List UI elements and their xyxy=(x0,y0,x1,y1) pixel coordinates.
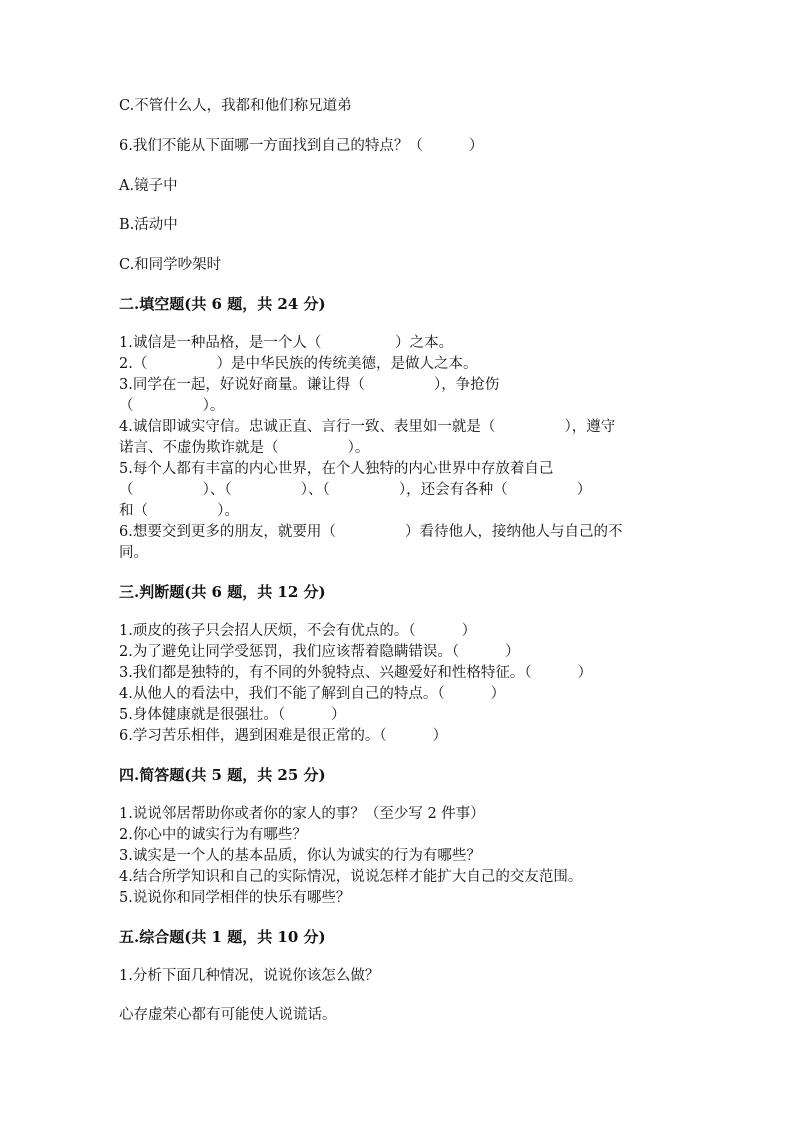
fill-blank-line: 3.同学在一起，好说好商量。谦让得（ ），争抢伤 xyxy=(119,377,500,393)
question-6: 6.我们不能从下面哪一方面找到自己的特点？（ ） xyxy=(119,138,484,154)
judge-line: 4.从他人的看法中，我们不能了解到自己的特点。（ ） xyxy=(119,686,506,702)
judge-line: 2.为了避免让同学受惩罚，我们应该帮着隐瞒错误。（ ） xyxy=(119,644,520,660)
section-heading-comprehensive: 五.综合题(共 1 题，共 10 分) xyxy=(119,928,326,946)
fill-blank-line: 2.（ ）是中华民族的传统美德，是做人之本。 xyxy=(119,356,478,372)
fill-blank-line: 6.想要交到更多的朋友，就要用（ ）看待他人，接纳他人与自己的不 xyxy=(119,524,623,540)
fill-blank-line: 同。 xyxy=(119,545,148,561)
short-answer-line: 3.诚实是一个人的基本品质，你认为诚实的行为有哪些？ xyxy=(119,848,481,864)
short-answer-line: 2.你心中的诚实行为有哪些？ xyxy=(119,827,307,843)
option-c: C.和同学吵架时 xyxy=(119,257,222,273)
option-c: C.不管什么人，我都和他们称兄道弟 xyxy=(119,98,352,114)
comprehensive-statement: 心存虚荣心都有可能使人说谎话。 xyxy=(119,1007,337,1023)
judge-line: 3.我们都是独特的，有不同的外貌特点、兴趣爱好和性格特征。（ ） xyxy=(119,665,593,681)
fill-blank-line: 1.诚信是一种品格，是一个人（ ）之本。 xyxy=(119,335,454,351)
section-heading-judge: 三.判断题(共 6 题，共 12 分) xyxy=(119,583,326,601)
section-heading-fill-blank: 二.填空题(共 6 题，共 24 分) xyxy=(119,295,326,313)
short-answer-line: 4.结合所学知识和自己的实际情况，说说怎样才能扩大自己的交友范围。 xyxy=(119,869,583,885)
fill-blank-line: 和（ ）。 xyxy=(119,503,239,519)
judge-line: 1.顽皮的孩子只会招人厌烦，不会有优点的。（ ） xyxy=(119,623,477,639)
section-heading-short-answer: 四.简答题(共 5 题，共 25 分) xyxy=(119,766,326,784)
judge-line: 5.身体健康就是很强壮。（ ） xyxy=(119,707,346,723)
judge-line: 6.学习苦乐相伴，遇到困难是很正常的。（ ） xyxy=(119,728,448,744)
short-answer-line: 1.说说邻居帮助你或者你的家人的事？（至少写 2 件事） xyxy=(119,806,485,822)
option-a: A.镜子中 xyxy=(119,178,178,194)
short-answer-line: 5.说说你和同学相伴的快乐有哪些？ xyxy=(119,890,351,906)
fill-blank-line: 5.每个人都有丰富的内心世界，在个人独特的内心世界中存放着自己 xyxy=(119,461,554,477)
comprehensive-question: 1.分析下面几种情况，说说你该怎么做？ xyxy=(119,968,380,984)
fill-blank-line: （ ）、（ ）、（ ），还会有各种（ ） xyxy=(119,482,592,498)
fill-blank-line: 诺言、不虚伪欺诈就是（ ）。 xyxy=(119,440,370,456)
fill-blank-line: （ ）。 xyxy=(119,398,225,414)
fill-blank-line: 4.诚信即诚实守信。忠诚正直、言行一致、表里如一就是（ ），遵守 xyxy=(119,419,616,435)
option-b: B.活动中 xyxy=(119,217,178,233)
